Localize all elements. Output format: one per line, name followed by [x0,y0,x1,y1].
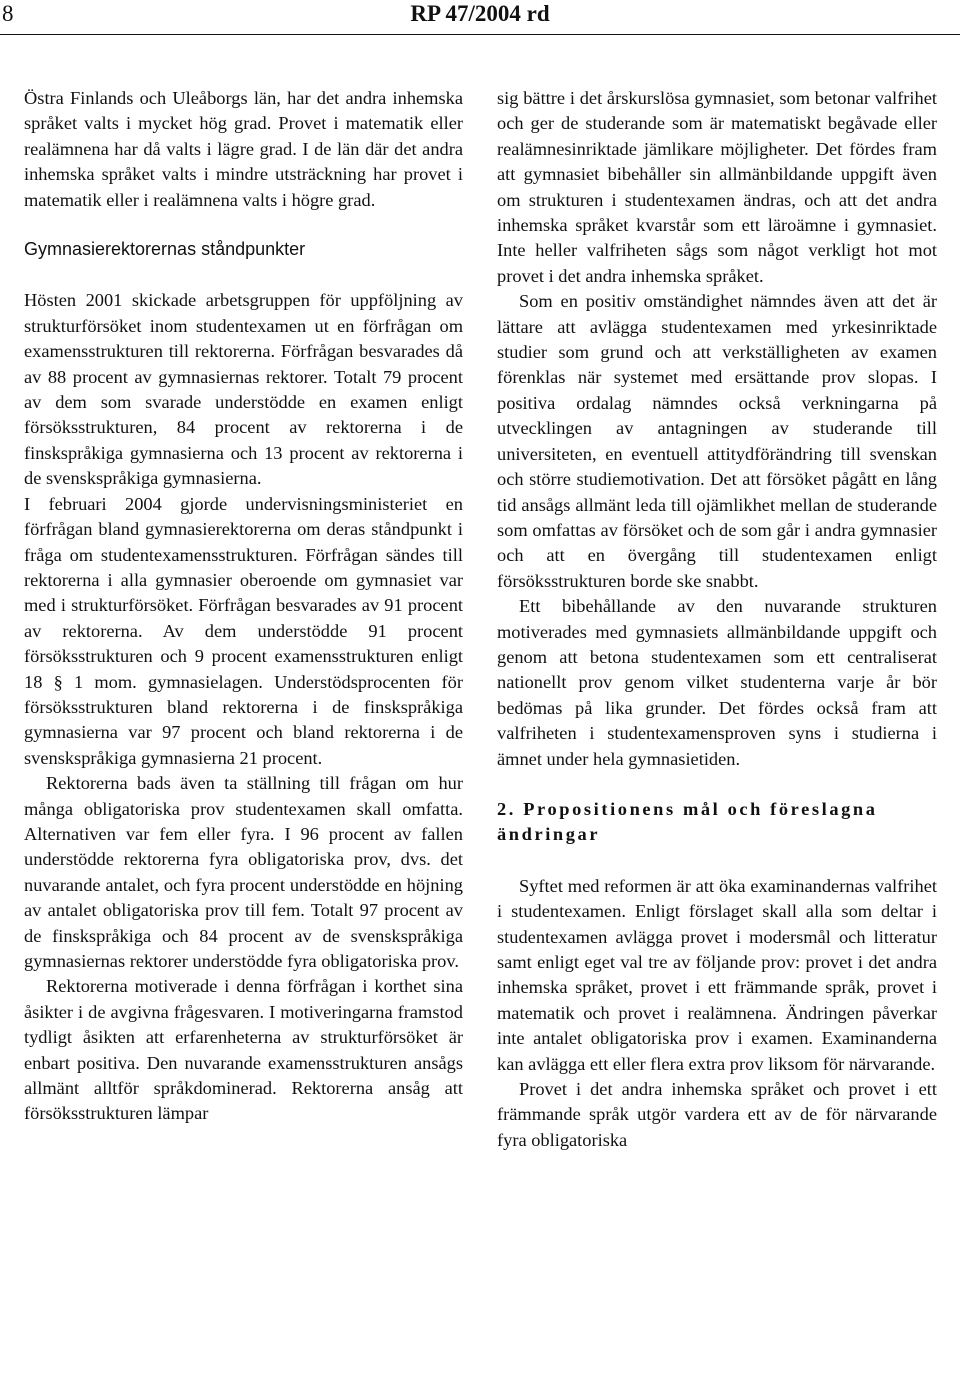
paragraph: Rektorerna bads även ta ställning till frågan om hur många obligatoriska prov studentexamen skall omfatta. Alternativen var fem eller fyra. I 96 procent av fallen understödde rektorerna fyra obligatoriska prov, dvs. det nuvarande antalet, och fyra procent understödde en höjning av antalet obligatoriska prov till fem. Totalt 97 procent av de finskspråkiga och 84 procent av de svenskspråkiga gymnasiernas rektorer understödde fyra obligatoriska prov. [24,773,463,971]
right-column [497,86,937,1153]
paragraph: Syftet med reformen är att öka examinandernas valfrihet i studentexamen. Enligt förslaget skall alla som deltar i studentexamen avlägga provet i modersmål och litteratur samt enligt eget val tre av följande prov: provet i det andra inhemska språket, provet i ett främmande språk, provet i matematik och provet i realämnena. Ändringen påverkar inte antalet obligatoriska prov i examen. Examinanderna kan avlägga ett eller flera extra prov liksom för närvarande. [497,875,937,1074]
paragraph: Som en positiv omständighet nämndes även att det är lättare att avlägga studentexamen med yrkesinriktade studier som grund och att verkställigheten av examen förenklas när systemet med ersättande prov slopas. I positiva ordalag nämndes också verkningarna på utvecklingen av antagningen av studerande till universiteten, en eventuell attitydförändring till svenskan och större studiemotivation. Det att försöket pågått en lång tid ansågs allmänt leda till ojämlikhet mellan de studerande som omfattas av försöket och de som går i andra gymnasier och att en övergång till studentexamen enligt försöksstrukturen borde ske snabbt. [497,291,937,591]
subheading: Gymnasierektorernas ståndpunkter [24,239,306,260]
paragraph: Ett bibehållande av den nuvarande strukturen motiverades med gymnasiets allmänbildande uppgift och genom att betona studentexamen som ett centraliserat nationellt prov genom vilket studenterna varje år bör bedömas på lika grunder. Det fördes också fram att valfriheten i studentexamensproven syns i studierna i ämnet under hela gymnasietiden. [497,596,937,769]
page-number: 8 [2,1,14,26]
paragraph: sig bättre i det årskurslösa gymnasiet, som betonar valfrihet och ger de studerande som är matematiskt begåvade eller realämnesinriktade jämlikare möjligheter. Det fördes fram att gymnasiet bibehåller sin allmänbildande uppgift även om strukturen i studentexamen ändras, och att det andra inhemska språket kvarstår som ett läroämne i gymnasiet. Inte heller valfriheten sågs som något verkligt hot mot provet i det andra inhemska språket. [497,88,937,286]
section-heading: 2. Propositionens mål och föreslagna ändringar [497,798,878,845]
left-column [24,86,463,1127]
paragraph: Hösten 2001 skickade arbetsgruppen för uppföljning av strukturförsöket inom studentexamen ut en förfrågan om examensstrukturen till rektorerna. Förfrågan besvarades då av 88 procent av gymnasiernas rektorer. Totalt 79 procent av dem som svarade understödde en examen enligt försöksstrukturen, 84 procent av rektorerna i de finskspråkiga gymnasierna och 13 procent av rektorerna i de svenskspråkiga gymnasierna. [24,290,463,489]
paragraph: Provet i det andra inhemska språket och provet i ett främmande språk utgör vardera ett av de för närvarande fyra obligatoriska [497,1079,937,1150]
paragraph: Östra Finlands och Uleåborgs län, har det andra inhemska språket valts i mycket hög grad. Provet i matematik eller realämnena har då valts i lägre grad. I de län där det andra inhemska språket valts i mindre utsträckning har provet i matematik eller i realämnena valts i högre grad. [24,88,463,210]
page-header [0,0,960,34]
document-id: RP 47/2004 rd [410,1,550,26]
paragraph: Rektorerna motiverade i denna förfrågan i korthet sina åsikter i de avgivna frågesvaren. I motiveringarna framstod tydligt åsikten att erfarenheterna av strukturförsöket är enbart positiva. Den nuvarande examensstrukturen ansågs allmänt alltför språkdominerad. Rektorerna ansåg att försöksstrukturen lämpar [24,976,463,1124]
paragraph: I februari 2004 gjorde undervisningsministeriet en förfrågan bland gymnasierektorerna om deras ståndpunkt i fråga om studentexamensstrukturen. Förfrågan sändes till rektorerna i alla gymnasier oberoende om gymnasiet var med i strukturförsöket. Förfrågan besvarades av 91 procent av rektorerna. Av dem understödde 91 procent försöksstrukturen och 9 procent examensstrukturen enligt 18 § 1 mom. gymnasielagen. Understödsprocenten för försöksstrukturen bland rektorerna i de finskspråkiga gymnasierna var 97 procent och bland rektorerna i de svenskspråkiga gymnasierna 21 procent. [24,493,463,768]
header-rule [0,34,960,35]
